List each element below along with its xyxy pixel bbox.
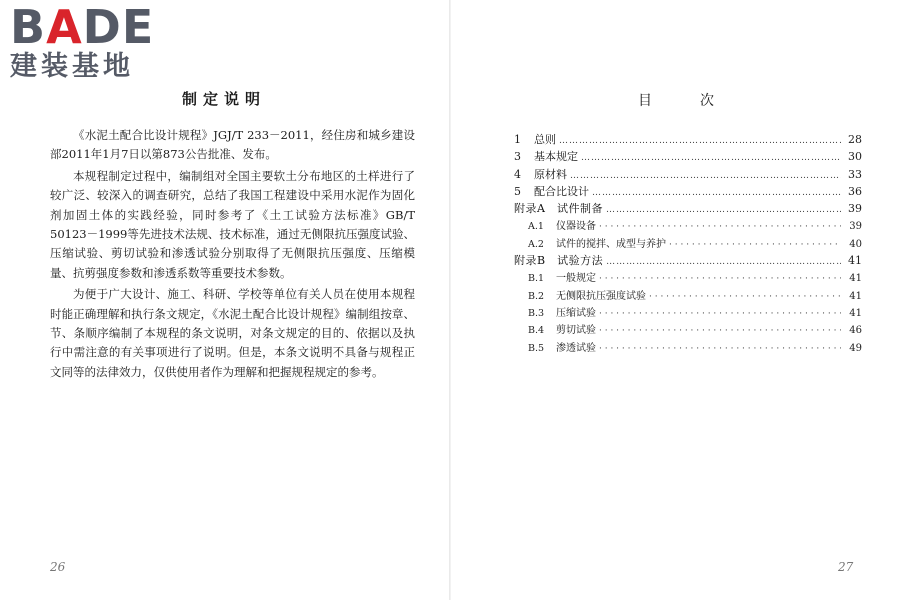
page-title: 制定说明 [181,90,266,108]
toc-entry-page: 49 [849,342,862,354]
toc-entry-number: 5 [514,184,521,198]
toc-entry-number: B.5 [528,342,545,354]
toc-leader-dots [649,292,841,302]
toc-entry-number: 3 [514,150,521,164]
toc-leader-dots [599,274,841,284]
toc-entry-number: B.1 [528,273,545,285]
toc-entry-page: 41 [849,290,862,302]
toc-leader-dots [606,257,841,267]
toc-entry-page: 30 [848,150,862,164]
toc-leader-dots [669,240,841,250]
toc-entry-number: A.1 [528,221,544,233]
toc-entry-page: 41 [849,307,862,319]
toc-entry-number: 4 [514,167,521,181]
toc-entry-label: 附录A 试件制备 [514,202,603,216]
toc-entry-label: 原材料 [534,167,567,181]
toc-entry[interactable] [514,304,862,321]
logo-subtitle: 建装基地 [10,51,134,82]
toc-entry-page: 33 [848,167,862,181]
toc-entry-label: 渗透试验 [556,342,596,354]
toc-title: 目次 [638,93,762,109]
toc-entry-page: 39 [848,202,862,216]
paragraph: 《水泥土配合比设计规程》JGJ/T 233－2011，经住房和城乡建设部2011年1月7日以第873公告批准、发布。 [50,128,415,162]
paragraph: 为便于广大设计、施工、科研、学校等单位有关人员在使用本规程时能正确理解和执行条文规定，《水泥土配合比设计规程》编制组按章、节、条顺序编制了本规程的条文说明，对条文规定的目的、依据以及执行中需注意的有关事项进行了说明。但是，本条文说明不具备与规程正文同等的法律效力，仅供使用者作为理解和把握规程规定的参考。 [50,287,415,379]
toc-leader-dots [599,309,841,319]
toc-entry[interactable] [514,252,862,269]
toc-entry[interactable] [514,235,862,252]
toc-leader-dots [570,171,841,181]
toc-entry-label: 无侧限抗压强度试验 [556,290,646,302]
toc-leader-dots [559,136,841,146]
toc-leader-dots [599,344,841,354]
page-number-right: 27 [838,560,854,574]
toc-entry[interactable] [514,269,862,286]
toc-leader-dots [599,326,841,336]
toc-leader-dots [581,153,841,163]
toc-entry[interactable] [514,183,862,200]
toc-entry-page: 40 [849,238,862,250]
toc-entry-page: 28 [848,133,862,146]
toc-entry-label: 总则 [534,133,556,146]
page-number-left: 26 [50,560,66,574]
toc-entry-label: 一般规定 [556,273,596,285]
toc-entry-page: 46 [849,325,862,337]
toc-entry[interactable] [514,321,862,338]
paragraph: 本规程制定过程中，编制组对全国主要软土分布地区的土样进行了较广泛、较深入的调查研究，总结了我国工程建设中采用水泥作为固化剂加固土体的实践经验，同时参考了《土工试验方法标准》GB/T 50123－1999等先进技术法规、技术标准，通过无侧限抗压强度试验、压缩试验、剪切试验和渗透试验分别取得了无侧限抗压强度、压缩模量、抗剪强度参数和渗透系数等重要技术参数。 [50,168,415,280]
toc-entry-label: 剪切试验 [556,325,596,337]
toc-entry-label: 仪器设备 [556,221,596,233]
toc-entry-number: B.3 [528,307,545,319]
toc-entry-page: 41 [848,254,862,268]
bade-logo [10,0,180,82]
toc-entry-label: 压缩试验 [556,307,596,319]
toc-entry-label: 试件的搅拌、成型与养护 [556,238,666,250]
toc-entry[interactable] [514,166,862,183]
toc-entry[interactable] [514,339,862,356]
toc-entry-number: 1 [514,133,521,146]
toc-entry[interactable] [514,287,862,304]
toc-entry-label: 基本规定 [534,150,578,164]
toc-entry-page: 36 [848,184,862,198]
book-fold [449,0,451,600]
toc-entry[interactable] [514,217,862,234]
toc-entry-label: 配合比设计 [534,184,589,198]
toc-entry-page: 41 [849,273,862,285]
explanation-body [50,126,415,382]
toc-entry[interactable] [514,148,862,165]
toc-entry[interactable] [514,131,862,148]
logo-wordmark: BADE [10,0,155,54]
toc-entry-number: B.4 [528,325,545,337]
toc-leader-dots [599,222,841,232]
toc-entry-page: 39 [849,221,862,233]
toc-entry-number: A.2 [528,238,544,250]
toc-entry[interactable] [514,200,862,217]
toc-entry-label: 附录B 试验方法 [514,254,604,268]
toc-leader-dots [606,205,841,215]
table-of-contents [514,131,862,356]
toc-entry-number: B.2 [528,290,545,302]
toc-leader-dots [592,188,841,198]
